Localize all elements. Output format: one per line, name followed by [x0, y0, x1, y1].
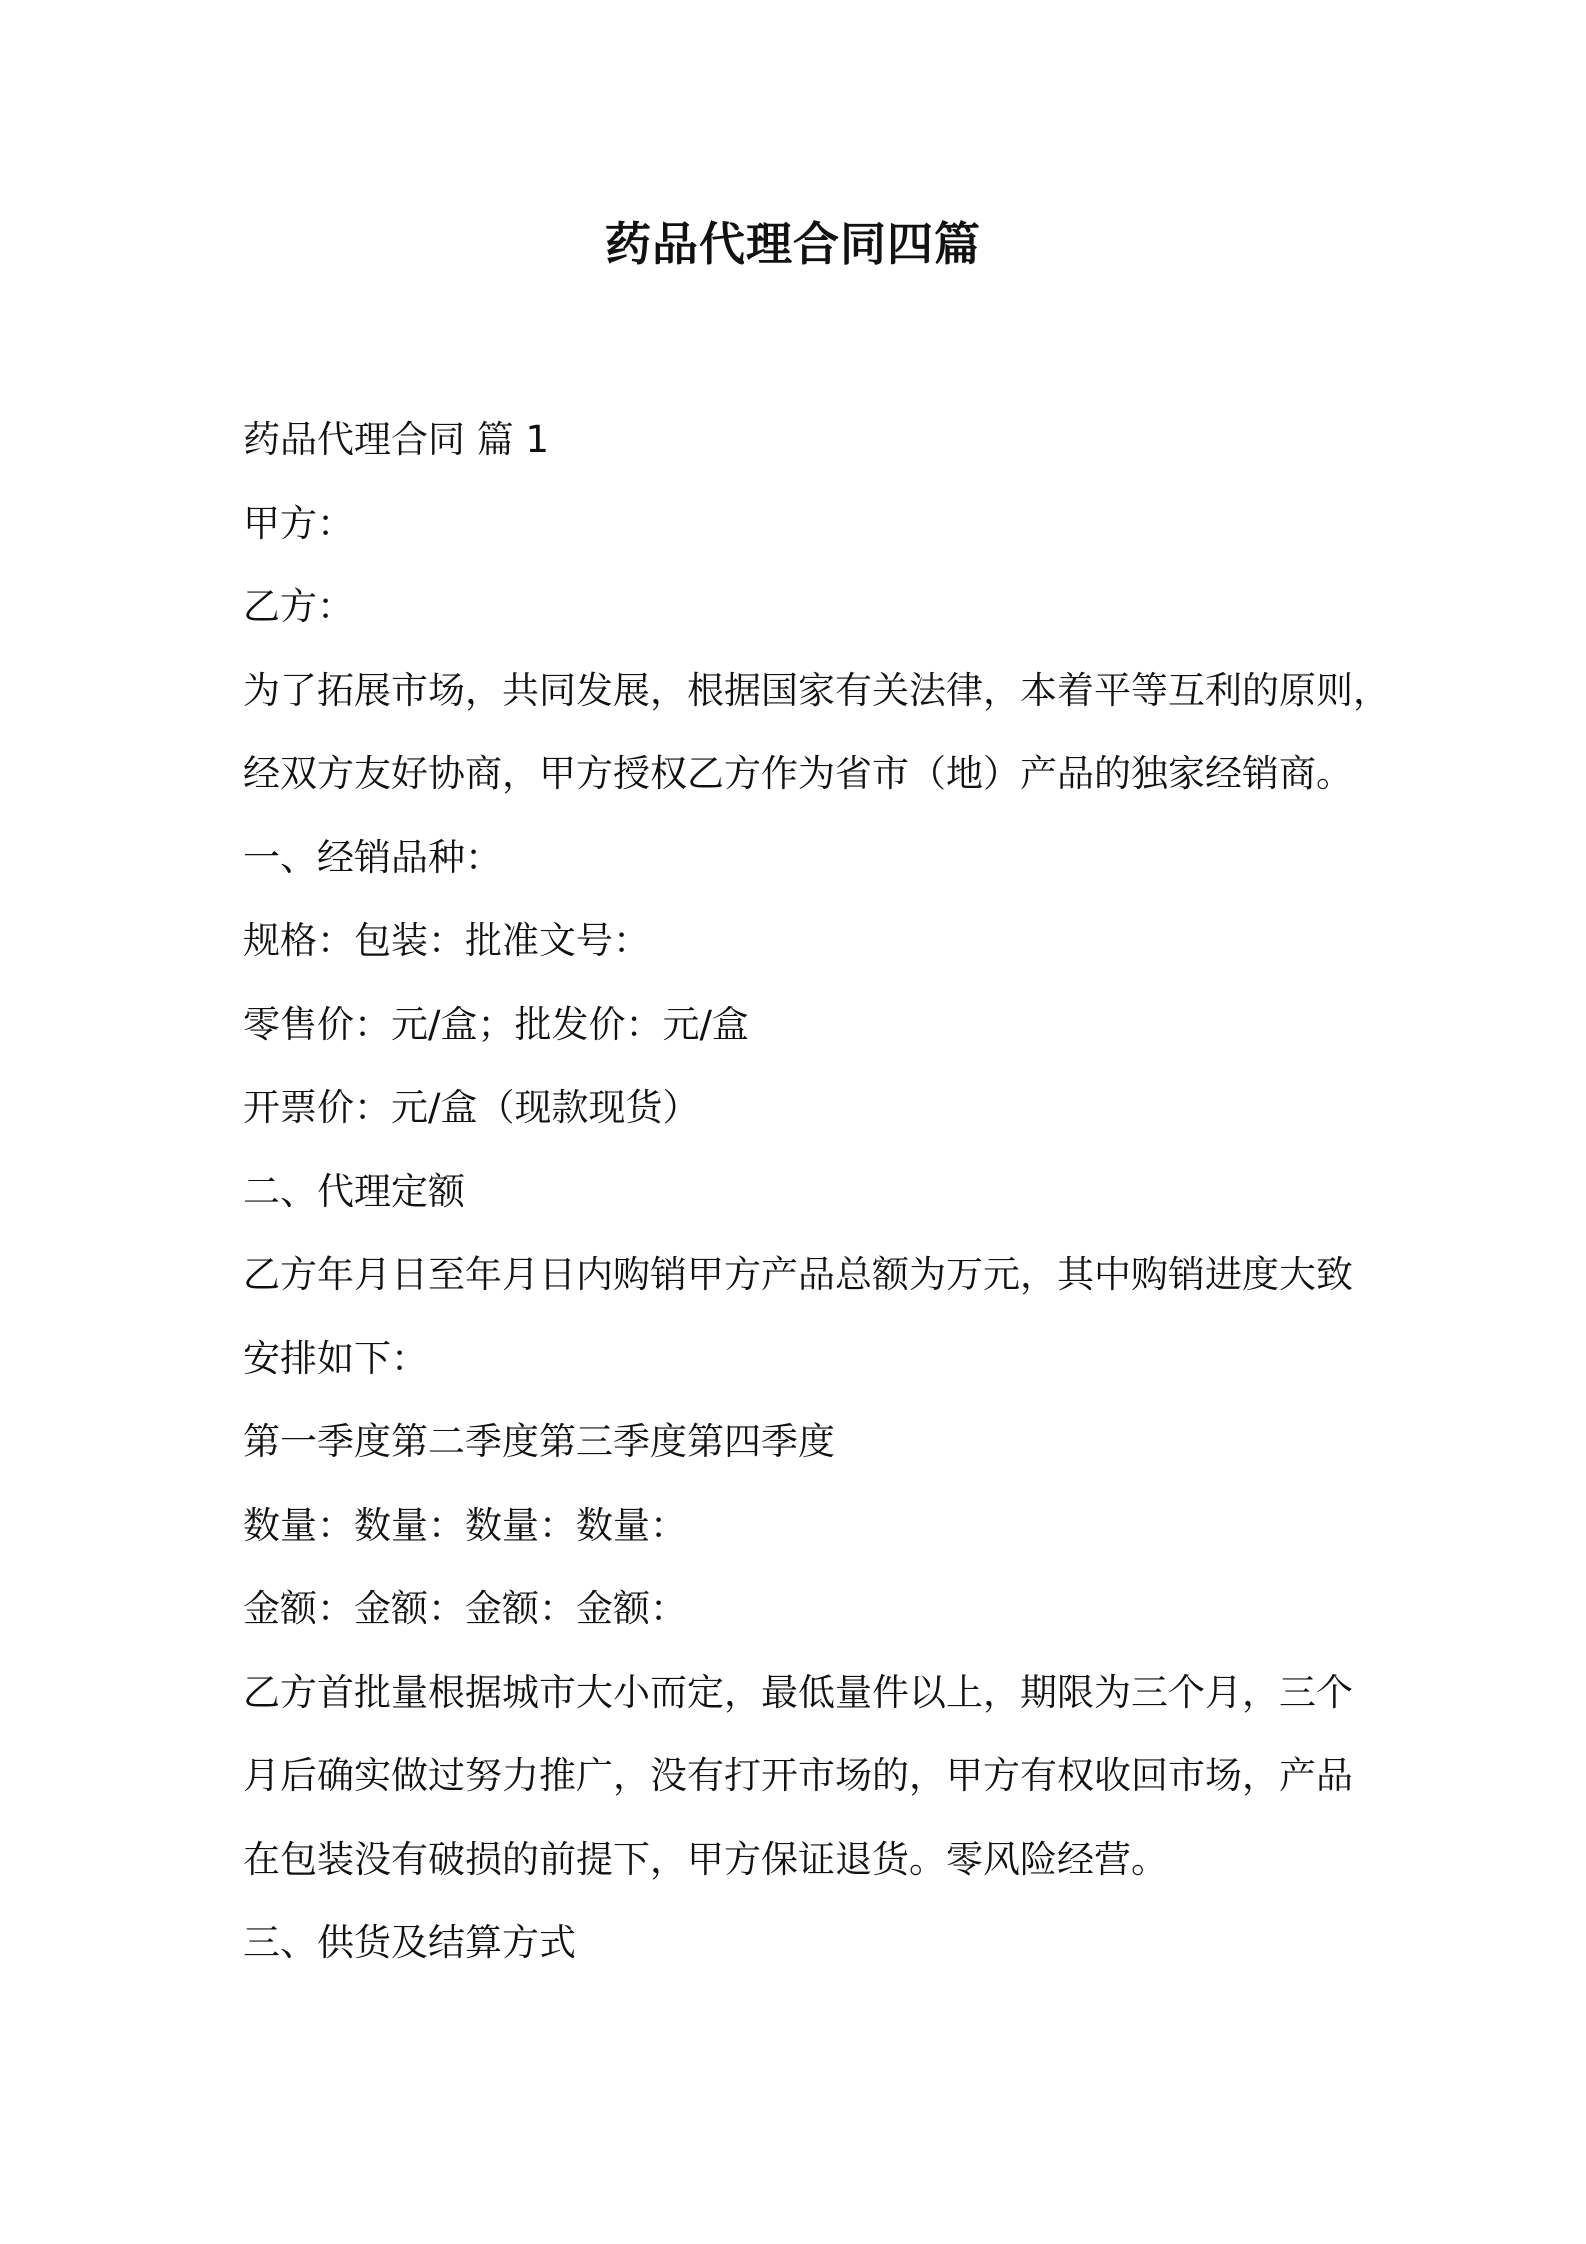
- text-line: 在包装没有破损的前提下，甲方保证退货。零风险经营。: [243, 1837, 1168, 1881]
- text-line: 药品代理合同 篇 1: [243, 418, 550, 461]
- text-line: 零售价：元/盒；批发价：元/盒: [243, 1002, 749, 1046]
- text-line: 乙方首批量根据城市大小而定，最低量件以上，期限为三个月，三个: [243, 1670, 1353, 1714]
- document-title: 药品代理合同四篇: [605, 217, 981, 271]
- text-line: 三、供货及结算方式: [243, 1921, 576, 1964]
- text-line: 第一季度第二季度第三季度第四季度: [243, 1420, 835, 1463]
- text-line: 乙方：: [243, 585, 354, 628]
- text-line: 规格：包装：批准文号：: [243, 919, 650, 962]
- text-line: 为了拓展市场，共同发展，根据国家有关法律，本着平等互利的原则，: [243, 668, 1390, 712]
- text-line: 甲方：: [243, 501, 354, 545]
- text-line: 月后确实做过努力推广，没有打开市场的，甲方有权收回市场，产品: [243, 1754, 1353, 1797]
- text-line: 安排如下：: [243, 1336, 428, 1380]
- text-line: 开票价：元/盒（现款现货）: [243, 1086, 700, 1129]
- text-line: 经双方友好协商，甲方授权乙方作为省市（地）产品的独家经销商。: [243, 752, 1353, 795]
- text-line: 一、经销品种：: [243, 835, 502, 879]
- text-line: 二、代理定额: [243, 1169, 465, 1213]
- document-body: [243, 408, 1390, 1995]
- text-line: 数量：数量：数量：数量：: [243, 1503, 687, 1547]
- text-line: 金额：金额：金额：金额：: [243, 1587, 687, 1630]
- text-line: 乙方年月日至年月日内购销甲方产品总额为万元，其中购销进度大致: [243, 1253, 1353, 1296]
